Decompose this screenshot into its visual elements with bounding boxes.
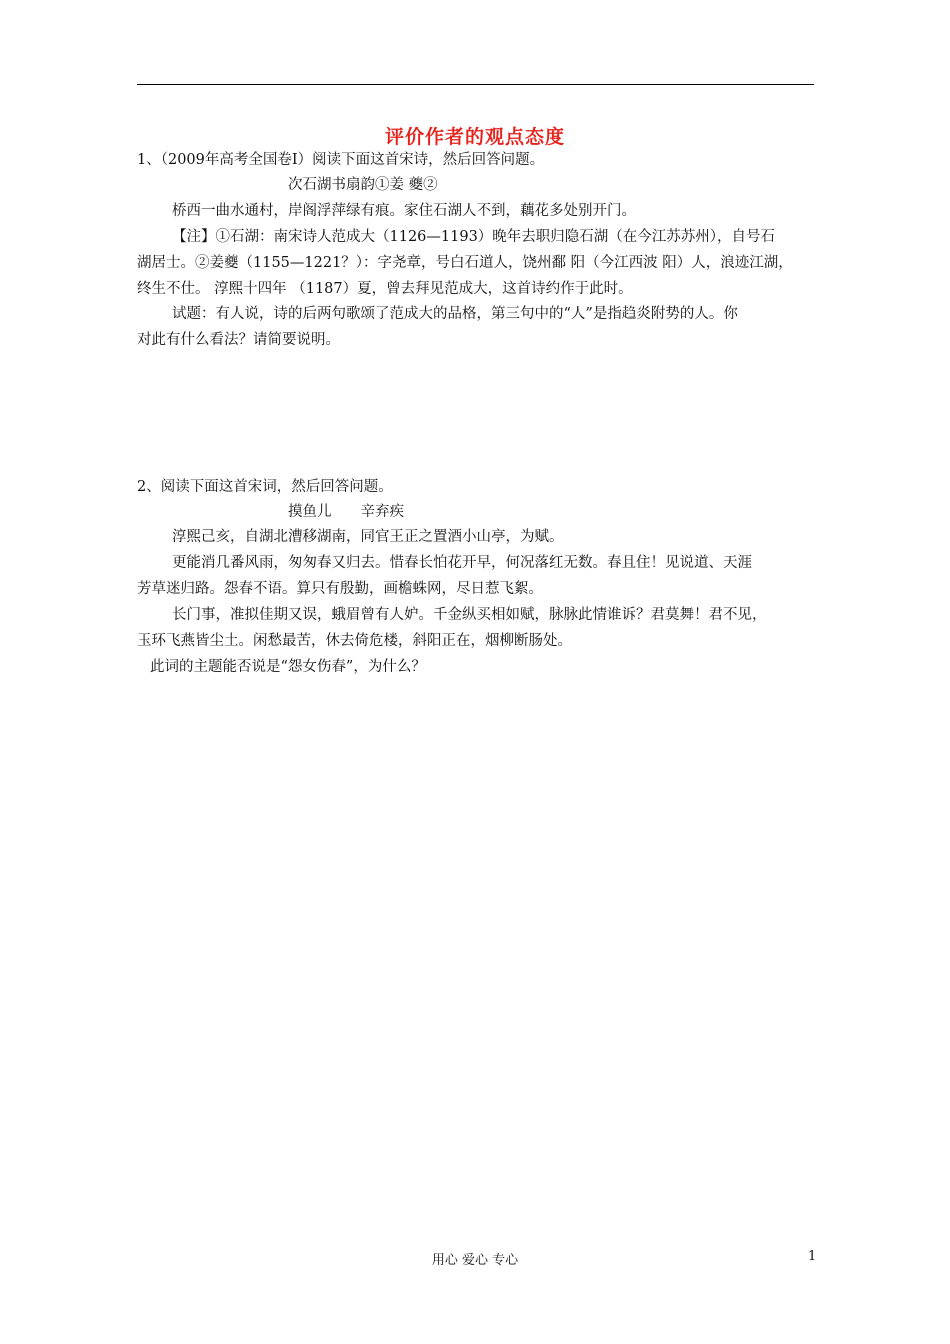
q1-poem-title: 次石湖书扇韵①姜 夔② (288, 177, 438, 193)
q1-question-line: 试题：有人说，诗的后两句歌颂了范成大的品格，第三句中的“人”是指趋炎附势的人。你 (172, 306, 738, 322)
q2-stanza-line: 长门事，准拟佳期又误，蛾眉曾有人妒。千金纵买相如赋，脉脉此情谁诉？君莫舞！君不见， (172, 607, 767, 623)
page-title: 评价作者的观点态度 (384, 126, 565, 148)
q2-poem-title: 摸鱼儿 辛弃疾 (288, 504, 404, 520)
q2-stanza-line: 更能消几番风雨，匆匆春又归去。惜春长怕花开早，何况落红无数。春且住！见说道、天涯 (172, 555, 752, 571)
q1-intro: 1、（2009年高考全国卷Ⅰ）阅读下面这首宋诗，然后回答问题。 (137, 152, 545, 168)
page-number: 1 (808, 1249, 817, 1264)
q2-stanza-line: 芳草迷归路。怨春不语。算只有殷勤，画檐蛛网，尽日惹飞絮。 (137, 581, 543, 597)
q1-poem-text: 桥西一曲水通村，岸阁浮萍绿有痕。家住石湖人不到，藕花多处别开门。 (172, 203, 636, 219)
header-rule (137, 84, 814, 85)
q1-note-line: 终生不仕。 淳熙十四年 （1187）夏，曾去拜见范成大，这首诗约作于此时。 (137, 281, 633, 297)
q1-note-line: 【注】①石湖：南宋诗人范成大（1126—1193）晚年去职归隐石湖（在今江苏苏州），自号石 (172, 229, 776, 245)
q2-stanza-line: 玉环飞燕皆尘土。闲愁最苦，休去倚危楼，斜阳正在，烟柳断肠处。 (137, 633, 572, 649)
q2-preface: 淳熙己亥，自湖北漕移湖南，同官王正之置酒小山亭，为赋。 (172, 529, 564, 545)
q1-note-line: 湖居士。②姜夔（1155—1221？）：字尧章，号白石道人，饶州鄱 阳（今江西波 阳）人，浪迹江湖， (137, 255, 793, 271)
q2-intro: 2、阅读下面这首宋词，然后回答问题。 (137, 479, 393, 495)
footer-text: 用心 爱心 专心 (431, 1253, 519, 1268)
q1-question-line: 对此有什么看法？请简要说明。 (137, 332, 340, 348)
q2-question: 此词的主题能否说是“怨女伤春”，为什么？ (150, 659, 426, 675)
